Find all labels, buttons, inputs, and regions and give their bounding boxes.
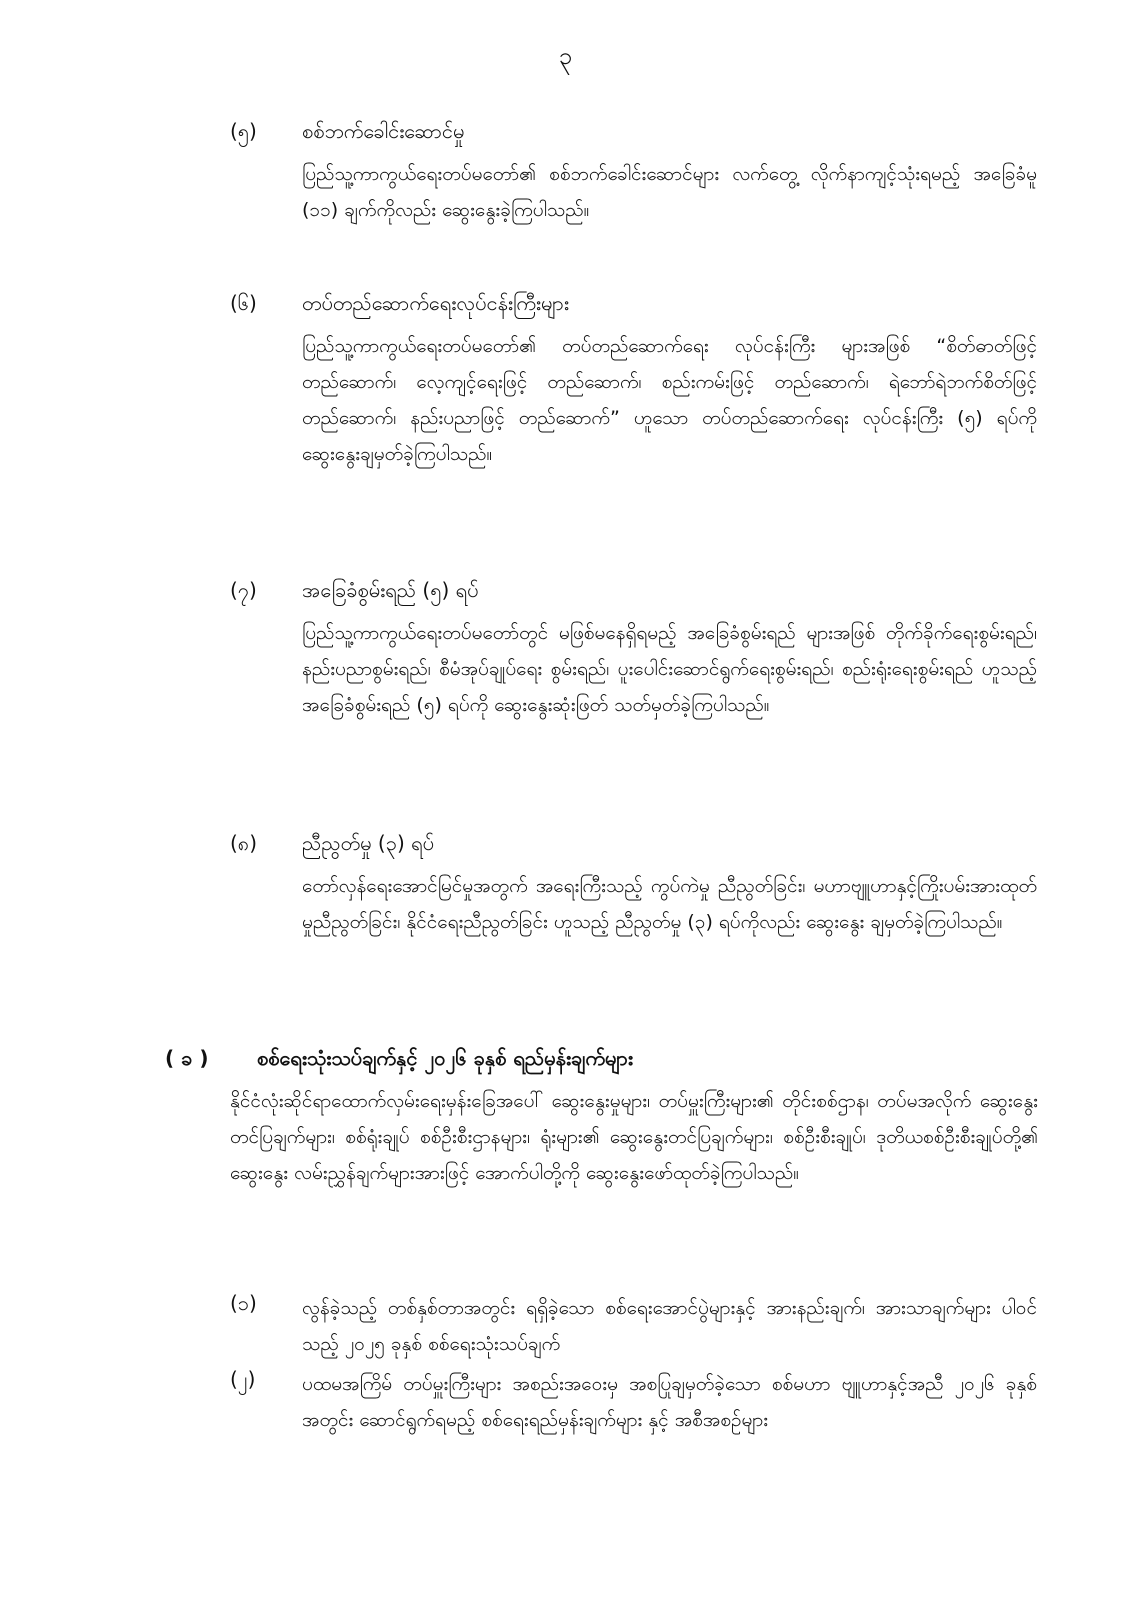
item-heading: တပ်တည်ဆောက်ရေးလုပ်ငန်းကြီးများ	[302, 291, 569, 315]
item-paragraph: တော်လှန်ရေးအောင်မြင်မှုအတွက် အရေးကြီးသည့် ကွပ်ကဲမှု ညီညွတ်ခြင်း၊ မဟာဗျူဟာနှင့်ကြိုးပမ်းအားထုတ်မှုညီညွတ်ခြင်း၊ နိုင်ငံရေးညီညွတ်ခြင်း ဟူသည့် ညီညွတ်မှု (၃) ရပ်ကိုလည်း ဆွေးနွေး ချမှတ်ခဲ့ကြပါသည်။	[302, 875, 1037, 933]
sub-item-number: (၂)	[230, 1367, 256, 1391]
item-paragraph: ပြည်သူ့ကာကွယ်ရေးတပ်မတော်တွင် မဖြစ်မနေရှိရမည့် အခြေခံစွမ်းရည် များအဖြစ် တိုက်ခိုက်ရေးစွမ်းရည်၊ နည်းပညာစွမ်းရည်၊ စီမံအုပ်ချုပ်ရေး စွမ်းရည်၊ ပူးပေါင်းဆောင်ရွက်ရေးစွမ်းရည်၊ စည်းရုံးရေးစွမ်းရည် ဟူသည့် အခြေခံစွမ်းရည် (၅) ရပ်ကို ဆွေးနွေးဆုံးဖြတ် သတ်မှတ်ခဲ့ကြပါသည်။	[302, 622, 1037, 716]
section-paragraph: နိုင်ငံလုံးဆိုင်ရာထောက်လှမ်းရေးမှန်းခြေအပေါ် ဆွေးနွေးမှုများ၊ တပ်မှူးကြီးများ၏ တိုင်းစစ်ဌာန၊ တပ်မအလိုက် ဆွေးနွေးတင်ပြချက်များ၊ စစ်ရုံးချုပ် စစ်ဦးစီးဌာနများ၊ ရုံးများ၏ ဆွေးနွေးတင်ပြချက်များ၊ စစ်ဦးစီးချုပ်၊ ဒုတိယစစ်ဦးစီးချုပ်တို့၏ ဆွေးနွေး လမ်းညွှန်ချက်များအားဖြင့် အောက်ပါတို့ကို ဆွေးနွေးဖော်ထုတ်ခဲ့ကြပါသည်။	[230, 1090, 1038, 1184]
item-number: (၅)	[230, 119, 257, 143]
sub-item-paragraph: လွန်ခဲ့သည့် တစ်နှစ်တာအတွင်း ရရှိခဲ့သော စစ်ရေးအောင်ပွဲများနှင့် အားနည်းချက်၊ အားသာချက်များ ပါဝင်သည့် ၂၀၂၅ ခုနှစ် စစ်ရေးသုံးသပ်ချက်	[302, 1297, 1037, 1355]
sub-item-paragraph: ပထမအကြိမ် တပ်မှူးကြီးများ အစည်းအဝေးမှ အစပြုချမှတ်ခဲ့သော စစ်မဟာ ဗျူဟာနှင့်အညီ ၂၀၂၆ ခုနှစ်အတွင်း ဆောင်ရွက်ရမည့် စစ်ရေးရည်မှန်းချက်များ နှင့် အစီအစဉ်များ	[302, 1373, 1037, 1431]
item-number: (၈)	[230, 831, 258, 855]
page-number: ၃	[558, 42, 573, 70]
section-heading: စစ်ရေးသုံးသပ်ချက်နှင့် ၂၀၂၆ ခုနှစ် ရည်မှန်းချက်များ	[257, 1046, 633, 1070]
item-number: (၇)	[230, 578, 257, 602]
item-heading: စစ်ဘက်ခေါင်းဆောင်မှု	[302, 119, 465, 143]
item-number: (၆)	[230, 291, 257, 315]
item-paragraph: ပြည်သူ့ကာကွယ်ရေးတပ်မတော်၏ တပ်တည်ဆောက်ရေး လုပ်ငန်းကြီး များအဖြစ် “စိတ်ဓာတ်ဖြင့် တည်ဆောက်၊ လေ့ကျင့်ရေးဖြင့် တည်ဆောက်၊ စည်းကမ်းဖြင့် တည်ဆောက်၊ ရဲဘော်ရဲဘက်စိတ်ဖြင့် တည်ဆောက်၊ နည်းပညာဖြင့် တည်ဆောက်” ဟူသော တပ်တည်ဆောက်ရေး လုပ်ငန်းကြီး (၅) ရပ်ကို ဆွေးနွေးချမှတ်ခဲ့ကြပါသည်။	[302, 335, 1037, 465]
section-number: ( ခ )	[165, 1046, 209, 1070]
item-paragraph: ပြည်သူ့ကာကွယ်ရေးတပ်မတော်၏ စစ်ဘက်ခေါင်းဆောင်များ လက်တွေ့ လိုက်နာကျင့်သုံးရမည့် အခြေခံမူ (၁၁) ချက်ကိုလည်း ဆွေးနွေးခဲ့ကြပါသည်။	[302, 163, 1037, 221]
sub-item-number: (၁)	[230, 1291, 257, 1315]
item-heading: ညီညွတ်မှု (၃) ရပ်	[302, 831, 435, 855]
item-heading: အခြေခံစွမ်းရည် (၅) ရပ်	[302, 578, 479, 602]
